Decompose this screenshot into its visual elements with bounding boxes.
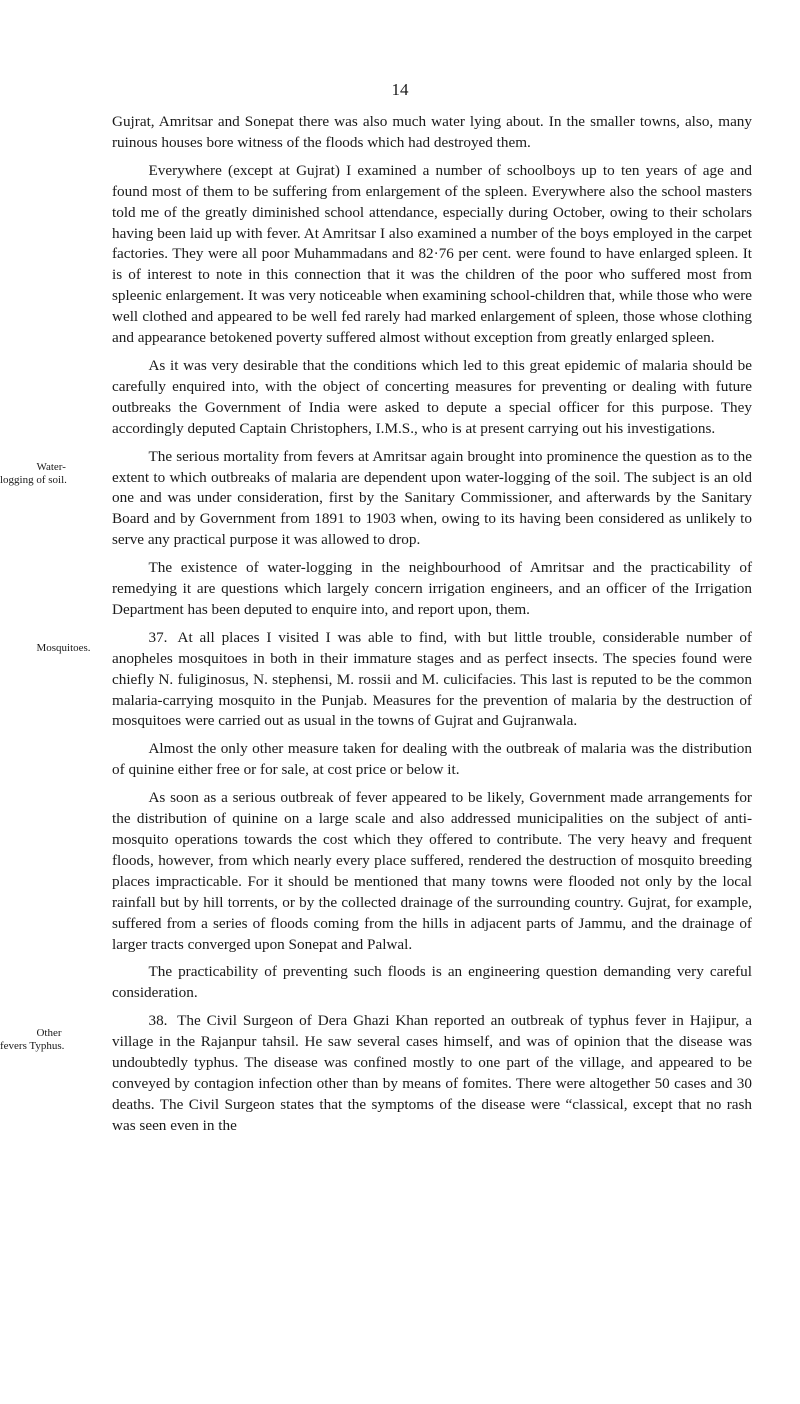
paragraph-6 [36,628,752,733]
margin-note-water-logging: Water-logging of soil. [0,460,67,486]
paragraph-9: The practicability of preventing such floods is an engineering question demanding very careful consideration. [112,963,752,1002]
paragraph-4-text: The serious mortality from fevers at Amritsar again brought into prominence the question as to the extent to which outbreaks of malaria are dependent upon water-logging of the soil. The subject is an old one and was under consideration, first by the Sanitary Commissioner, and afterwards by the Sanitary Board and by Government from 1891 to 1903 when, owing to its having been considered as unlikely to serve any practical purpose it was allowed to drop. [112,447,752,549]
margin-note-other-fevers: Other fevers Typhus. [0,1027,65,1053]
margin-note-mosquitoes: Mosquitoes. [36,641,91,654]
paragraph-6-text: At all places I visited I was able to find, with but little trouble, considerable number of anopheles mosquitoes in both in their immature stages and as perfect insects. The species found were chiefly N. fuliginosus, N. stephensi, M. rossii and M. culicifacies. This last is reputed to be the common malaria-carrying mosquito in the Punjab. Measures for the prevention of malaria by the destruction of mosquitoes were carried out as usual in the towns of Gujrat and Gujranwala. [112,628,752,730]
paragraph-10 [0,1011,752,1136]
paragraph-6-number: 37. [148,628,168,646]
page-number: 14 [391,80,409,99]
paragraph-10-text: The Civil Surgeon of Dera Ghazi Khan reported an outbreak of typhus fever in Hajipur, a village in the Rajanpur tahsil. He saw several cases himself, and was of opinion that the disease was undoubtedly typhus. The disease was confined mostly to one part of the village, and appeared to be conveyed by contagion infection other than by means of fomites. There were altogether 50 cases and 30 deaths. The Civil Surgeon states that the symptoms of the disease were “classical, except that no rash was seen even in the [112,1012,752,1134]
paragraph-2: Everywhere (except at Gujrat) I examined a number of schoolboys up to ten years of age and found most of them to be suffering from enlargement of the spleen. Everywhere also the school masters told me of the greatly diminished school attendance, especially during October, owing to their scholars having been laid up with fever. At Amritsar I also examined a number of the boys employed in the carpet factories. They were all poor Muhammadans and 82·76 per cent. were found to have enlarged spleen. It is of interest to note in this connection that it was the children of the poor who suffered most from spleenic enlargement. It was very noticeable when examining school-children that, while those who were well clothed and appeared to be well fed rarely had marked enlargement of spleen, those whose clothing and appearance betokened poverty suffered almost without exception from greatly enlarged spleen. [112,161,752,347]
paragraph-1: Gujrat, Amritsar and Sonepat there was also much water lying about. In the smaller towns, also, many ruinous houses bore witness of the floods which had destroyed them. [112,113,752,151]
page-body [0,112,752,1144]
paragraph-10-number: 38. [148,1012,168,1030]
paragraph-3: As it was very desirable that the conditions which led to this great epidemic of malaria should be carefully enquired into, with the object of concerting measures for preventing or dealing with future outbreaks the Government of India were asked to depute a special officer for this purpose. They accordingly deputed Captain Christophers, I.M.S., who is at present carrying out his investigations. [112,356,752,437]
paragraph-7: Almost the only other measure taken for dealing with the outbreak of malaria was the distribution of quinine either free or for sale, at cost price or below it. [112,740,752,779]
paragraph-4 [0,447,752,552]
paragraph-5: The existence of water-logging in the neighbourhood of Amritsar and the practicability of remedying it are questions which largely concern irrigation engineers, and an officer of the Irrigation Department has been deputed to enquire into, and report upon, them. [112,559,752,618]
paragraph-8: As soon as a serious outbreak of fever appeared to be likely, Government made arrangements for the distribution of quinine on a large scale and also addressed municipalities on the subject of anti-mosquito operations towards the cost which they offered to contribute. The very heavy and frequent floods, however, from which nearly every place suffered, rendered the destruction of mosquito breeding places impracticable. For it should be mentioned that many towns were flooded not only by the local rainfall but by hill torrents, or by the collected drainage of the surrounding country. Gujrat, for example, suffered from a series of floods coming from the hills in adjacent parts of Jammu, and the drainage of larger tracts converged upon Sonepat and Palwal. [112,789,752,953]
